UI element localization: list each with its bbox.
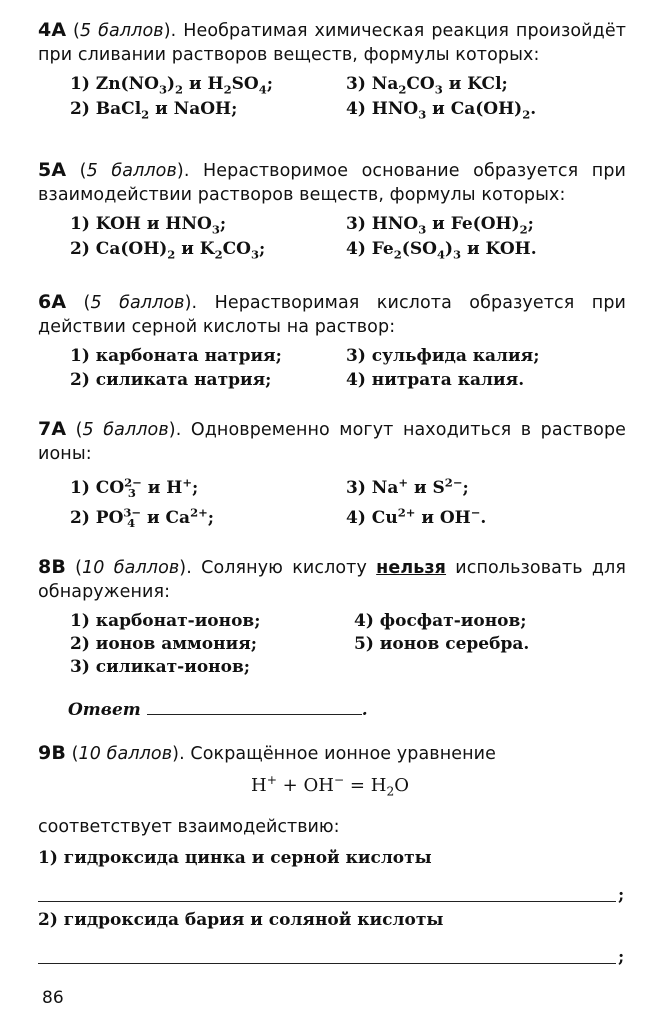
option-2: 2) силиката натрия; <box>70 370 272 390</box>
option-2: 2) $Ca(OH)_2$ и $K_2CO_3$; <box>70 239 266 262</box>
question-points: 5 баллов <box>82 420 169 440</box>
question-prompt: . Необратимая химическая реакция произойдёт при сливании растворов веществ, формулы которых: <box>38 21 627 65</box>
line-end: ; <box>618 885 625 905</box>
option-1: 1) карбоната натрия; <box>70 346 282 366</box>
option-4: 4) фосфат-ионов; <box>354 611 527 631</box>
option-1: 1) $CO^{2-}_3$ и H+; <box>70 475 199 501</box>
line-end: ; <box>618 947 625 967</box>
question-points: 5 баллов <box>86 161 177 181</box>
option-4: 4) $HNO_3$ и $Ca(OH)_2$. <box>346 99 537 122</box>
option-4: 4) нитрата калия. <box>346 370 525 390</box>
emphasis-word: нельзя <box>376 558 447 578</box>
option-1: 1) KOH и $HNO_3$; <box>70 214 227 237</box>
fill-line-1[interactable] <box>38 900 616 902</box>
question-7a <box>38 417 626 538</box>
question-6a <box>38 290 626 398</box>
option-1: 1) $Zn(NO_3)_2$ и $H_2SO_4$; <box>70 74 274 97</box>
question-prompt: . Сокращённое ионное уравнение <box>179 744 496 764</box>
question-4a-text: 4А (5 баллов). Необратимая химическая реакция произойдёт при сливании растворов веществ, формулы которых: <box>38 19 627 65</box>
option-3: 3) сульфида калия; <box>346 346 540 366</box>
question-prompt: . Нерастворимая кислота образуется при действии серной кислоты на раствор: <box>38 293 627 337</box>
question-8b-text: 8В (10 баллов). Соляную кислоту нельзя использовать для обнаружения: <box>38 556 627 602</box>
option-3: 3) Na+ и $S^{2-}$; <box>346 475 469 498</box>
question-number: 9В <box>38 742 66 764</box>
option-3: 3) силикат-ионов; <box>70 657 251 677</box>
answer-options <box>38 346 626 398</box>
option-1: 1) карбонат-ионов; <box>70 611 261 631</box>
answer-label: Ответ <box>68 700 141 720</box>
question-number: 5А <box>38 159 67 181</box>
question-5a-text: 5А (5 баллов). Нерастворимое основание образуется при взаимодействии растворов веществ, формулы которых: <box>38 159 626 205</box>
answer-options <box>38 74 626 126</box>
answer-options <box>38 611 626 687</box>
question-points: 10 баллов <box>78 744 173 764</box>
option-2: 2) BaCl$_2$ и NaOH; <box>70 99 238 122</box>
answer-options <box>38 475 626 538</box>
option-2: 2) $PO^{3-}_4$ и $Ca^{2+}$; <box>70 505 215 531</box>
question-9b-text: 9В (10 баллов). Сокращённое ионное уравнение <box>38 742 496 764</box>
page-number: 86 <box>42 988 64 1008</box>
question-prompt-end: использовать для обнаружения: <box>38 558 627 602</box>
question-points: 5 баллов <box>80 21 164 41</box>
question-points: 5 баллов <box>90 293 185 313</box>
question-5a <box>38 158 626 266</box>
item-2: 2) гидроксида бария и соляной кислоты <box>38 910 444 930</box>
question-8b <box>38 555 626 687</box>
ionic-equation: $H^+ + OH^- = H_2O$ <box>250 773 409 799</box>
question-number: 4А <box>38 19 67 41</box>
option-4: 4) $Cu^{2+}$ и OH−. <box>346 505 487 528</box>
question-number: 8В <box>38 556 66 578</box>
option-3: 3) $Na_2CO_3$ и KCl; <box>346 74 508 97</box>
question-9b-continuation: соответствует взаимодействию: <box>38 817 340 837</box>
item-1: 1) гидроксида цинка и серной кислоты <box>38 848 432 868</box>
question-7a-text: 7А (5 баллов). Одновременно могут находиться в растворе ионы: <box>38 418 627 464</box>
option-5: 5) ионов серебра. <box>354 634 530 654</box>
option-3: 3) $HNO_3$ и $Fe(OH)_2$; <box>346 214 534 237</box>
answer-blank-line[interactable] <box>147 700 362 715</box>
question-prompt: . Одновременно могут находиться в растворе ионы: <box>38 420 627 464</box>
question-9b <box>38 741 626 766</box>
answer-options <box>38 214 626 266</box>
fill-line-2[interactable] <box>38 962 616 964</box>
question-prompt: . Нерастворимое основание образуется при взаимодействии растворов веществ, формулы которых: <box>38 161 626 205</box>
option-2: 2) ионов аммония; <box>70 634 258 654</box>
question-6a-text: 6А (5 баллов). Нерастворимая кислота образуется при действии серной кислоты на раствор: <box>38 291 627 337</box>
question-number: 7А <box>38 418 67 440</box>
answer-field: Ответ . <box>68 700 368 720</box>
question-number: 6А <box>38 291 67 313</box>
option-4: 4) $Fe_2(SO_4)_3$ и KOH. <box>346 239 537 262</box>
question-4a <box>38 18 626 126</box>
question-points: 10 баллов <box>82 558 180 578</box>
question-prompt: . Соляную кислоту <box>186 558 377 578</box>
